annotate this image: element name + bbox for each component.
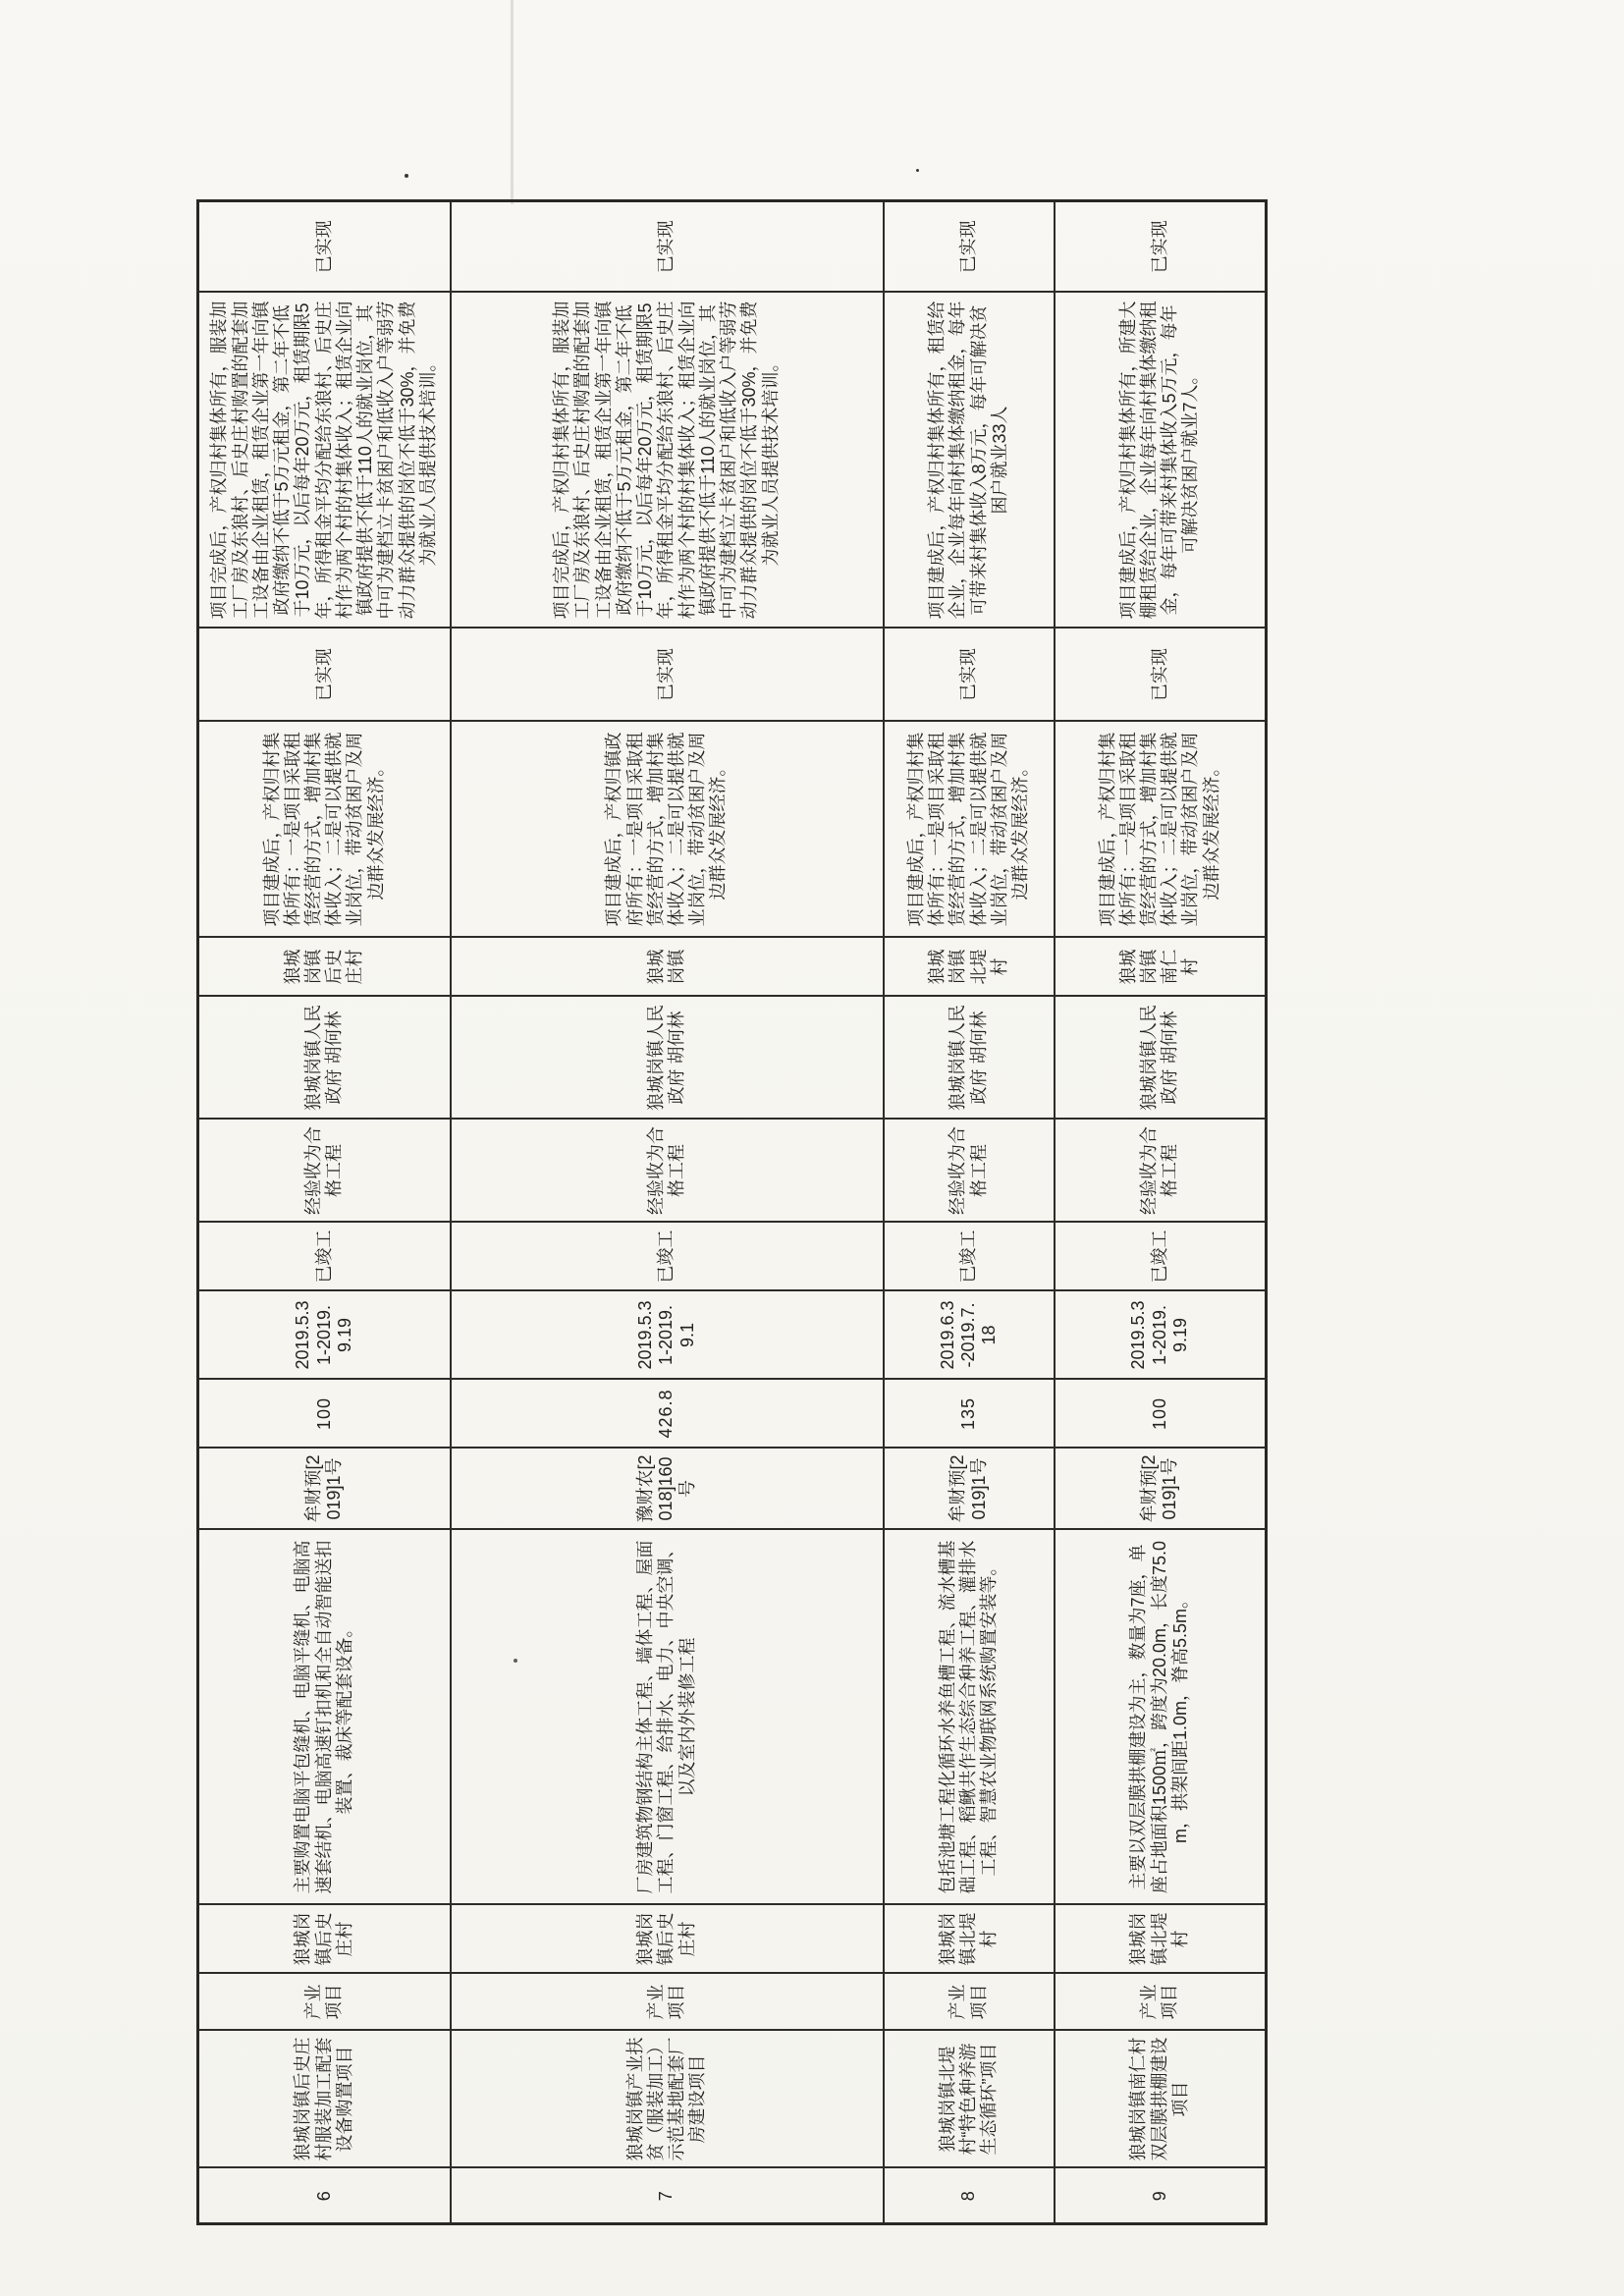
cell-acceptance: 经验收为合格工程 [1055,1120,1267,1223]
cell-status: 已竣工 [451,1223,884,1291]
scanner-streak [511,0,514,204]
cell-realized: 已实现 [451,201,884,293]
cell-period: 2019.6.3-2019.7.18 [884,1291,1055,1380]
cell-seq: 8 [884,2168,1055,2224]
cell-project-name: 狼城岗镇南仁村双层膜拱棚建设项目 [1055,2031,1267,2168]
cell-project-type: 产业项目 [884,1974,1055,2031]
cell-project-name: 狼城岗镇后史庄村服装加工配套设备购置项目 [198,2031,451,2168]
cell-realized: 已实现 [1055,629,1267,722]
cell-seq: 7 [451,2168,884,2224]
projects-table [196,199,1268,2225]
cell-location: 狼城岗镇北堤村 [884,1905,1055,1974]
cell-content: 主要以双层膜拱棚建设为主，数量为7座，单座占地面积1500㎡，跨度为20.0m，长度75.0m，拱架间距1.0m，脊高5.5m。 [1055,1530,1267,1905]
cell-realized: 已实现 [1055,201,1267,293]
cell-seq: 9 [1055,2168,1267,2224]
cell-acceptance: 经验收为合格工程 [198,1120,451,1223]
scan-speck [916,169,919,172]
cell-linkage: 项目建成后，产权归村集体所有，所建大棚租赁给企业，企业每年向村集体缴纳租金，每年可带来村集体收入5万元，每年可解决贫困户就业7人。 [1055,293,1267,629]
cell-linkage: 项目完成后，产权归村集体所有，服装加工厂房及东狼村、后史庄村购置的配套加工设备由企业租赁，租赁企业第一年向镇政府缴纳不低于5万元租金，第二年不低于10万元，以后每年20万元，租赁期限5年，所得租金平均分配给东狼村、后史庄村作为两个村的村集体收入；租赁企业向镇政府提供不低于110人的就业岗位，其中可为建档立卡贫困户和低收入户等弱劳动力群众提供的岗位不低于30%，并免费为就业人员提供技术培训。 [198,293,451,629]
cell-amount: 100 [198,1380,451,1449]
table-row [451,201,884,2224]
table-row [884,201,1055,2224]
cell-responsible: 狼城岗镇人民政府 胡何林 [198,997,451,1120]
cell-amount: 426.8 [451,1380,884,1449]
cell-beneficiary: 狼城岗镇 [451,938,884,997]
cell-acceptance: 经验收为合格工程 [884,1120,1055,1223]
cell-responsible: 狼城岗镇人民政府 胡何林 [451,997,884,1120]
scan-speck [405,174,408,178]
rotated-table-area [196,202,1265,2225]
cell-beneficiary: 狼城岗镇后史庄村 [198,938,451,997]
cell-mechanism: 项目建成后，产权归镇政府所有：一是项目采取租赁经营的方式，增加村集体收入；二是可以提供就业岗位，带动贫困户及周边群众发展经济。 [451,722,884,938]
cell-project-name: 狼城岗镇北堤村“特色种养游生态循环”项目 [884,2031,1055,2168]
table-row [1055,201,1267,2224]
cell-status: 已竣工 [198,1223,451,1291]
cell-amount: 100 [1055,1380,1267,1449]
cell-doc-no: 牟财预[2019]1号 [1055,1449,1267,1530]
cell-beneficiary: 狼城岗镇南仁村 [1055,938,1267,997]
cell-project-type: 产业项目 [451,1974,884,2031]
cell-content: 厂房建筑物钢结构主体工程、墙体工程、屋面工程、门窗工程、给排水、电力、中央空调、以及室内外装修工程 [451,1530,884,1905]
cell-realized: 已实现 [884,629,1055,722]
cell-realized: 已实现 [198,201,451,293]
cell-beneficiary: 狼城岗镇北堤村 [884,938,1055,997]
cell-amount: 135 [884,1380,1055,1449]
cell-doc-no: 牟财预[2019]1号 [884,1449,1055,1530]
cell-mechanism: 项目建成后，产权归村集体所有：一是项目采取租赁经营的方式，增加村集体收入；二是可以提供就业岗位，带动贫困户及周边群众发展经济。 [1055,722,1267,938]
cell-project-name: 狼城岗镇产业扶贫（服装加工）示范基地配套厂房建设项目 [451,2031,884,2168]
cell-location: 狼城岗镇后史庄村 [198,1905,451,1974]
cell-project-type: 产业项目 [1055,1974,1267,2031]
cell-location: 狼城岗镇北堤村 [1055,1905,1267,1974]
cell-doc-no: 豫财农[2018]160号 [451,1449,884,1530]
cell-realized: 已实现 [198,629,451,722]
cell-linkage: 项目完成后，产权归村集体所有，服装加工厂房及东狼村、后史庄村购置的配套加工设备由企业租赁，租赁企业第一年向镇政府缴纳不低于5万元租金，第二年不低于10万元，以后每年20万元，租赁期限5年，所得租金平均分配给东狼村、后史庄村作为两个村的村集体收入；租赁企业向镇政府提供不低于110人的就业岗位，其中可为建档立卡贫困户和低收入户等弱劳动力群众提供的岗位不低于30%，并免费为就业人员提供技术培训。 [451,293,884,629]
cell-location: 狼城岗镇后史庄村 [451,1905,884,1974]
cell-status: 已竣工 [1055,1223,1267,1291]
cell-responsible: 狼城岗镇人民政府 胡何林 [1055,997,1267,1120]
cell-acceptance: 经验收为合格工程 [451,1120,884,1223]
cell-content: 主要购置电脑平包缝机、电脑平缝机、电脑高速套结机、电脑高速钉扣机和全自动智能送扣装置、裁床等配套设备。 [198,1530,451,1905]
cell-status: 已竣工 [884,1223,1055,1291]
cell-seq: 6 [198,2168,451,2224]
cell-responsible: 狼城岗镇人民政府 胡何林 [884,997,1055,1120]
cell-period: 2019.5.31-2019.9.19 [1055,1291,1267,1380]
cell-period: 2019.5.31-2019.9.1 [451,1291,884,1380]
cell-linkage: 项目建成后，产权归村集体所有，租赁给企业，企业每年向村集体缴纳租金，每年可带来村集体收入8万元，每年可解决贫困户就业33人 [884,293,1055,629]
cell-realized: 已实现 [451,629,884,722]
readable-orientation-layer [196,202,1265,2225]
cell-project-type: 产业项目 [198,1974,451,2031]
table-row [198,201,451,2224]
cell-period: 2019.5.31-2019.9.19 [198,1291,451,1380]
cell-mechanism: 项目建成后，产权归村集体所有：一是项目采取租赁经营的方式，增加村集体收入；二是可以提供就业岗位，带动贫困户及周边群众发展经济。 [198,722,451,938]
cell-realized: 已实现 [884,201,1055,293]
cell-content: 包括池塘工程化循环水养鱼槽工程、流水槽基础工程、稻鳅共作生态综合种养工程、灌排水工程、智慧农业物联网系统购置安装等。 [884,1530,1055,1905]
cell-mechanism: 项目建成后，产权归村集体所有：一是项目采取租赁经营的方式，增加村集体收入；二是可以提供就业岗位，带动贫困户及周边群众发展经济。 [884,722,1055,938]
cell-doc-no: 牟财预[2019]1号 [198,1449,451,1530]
